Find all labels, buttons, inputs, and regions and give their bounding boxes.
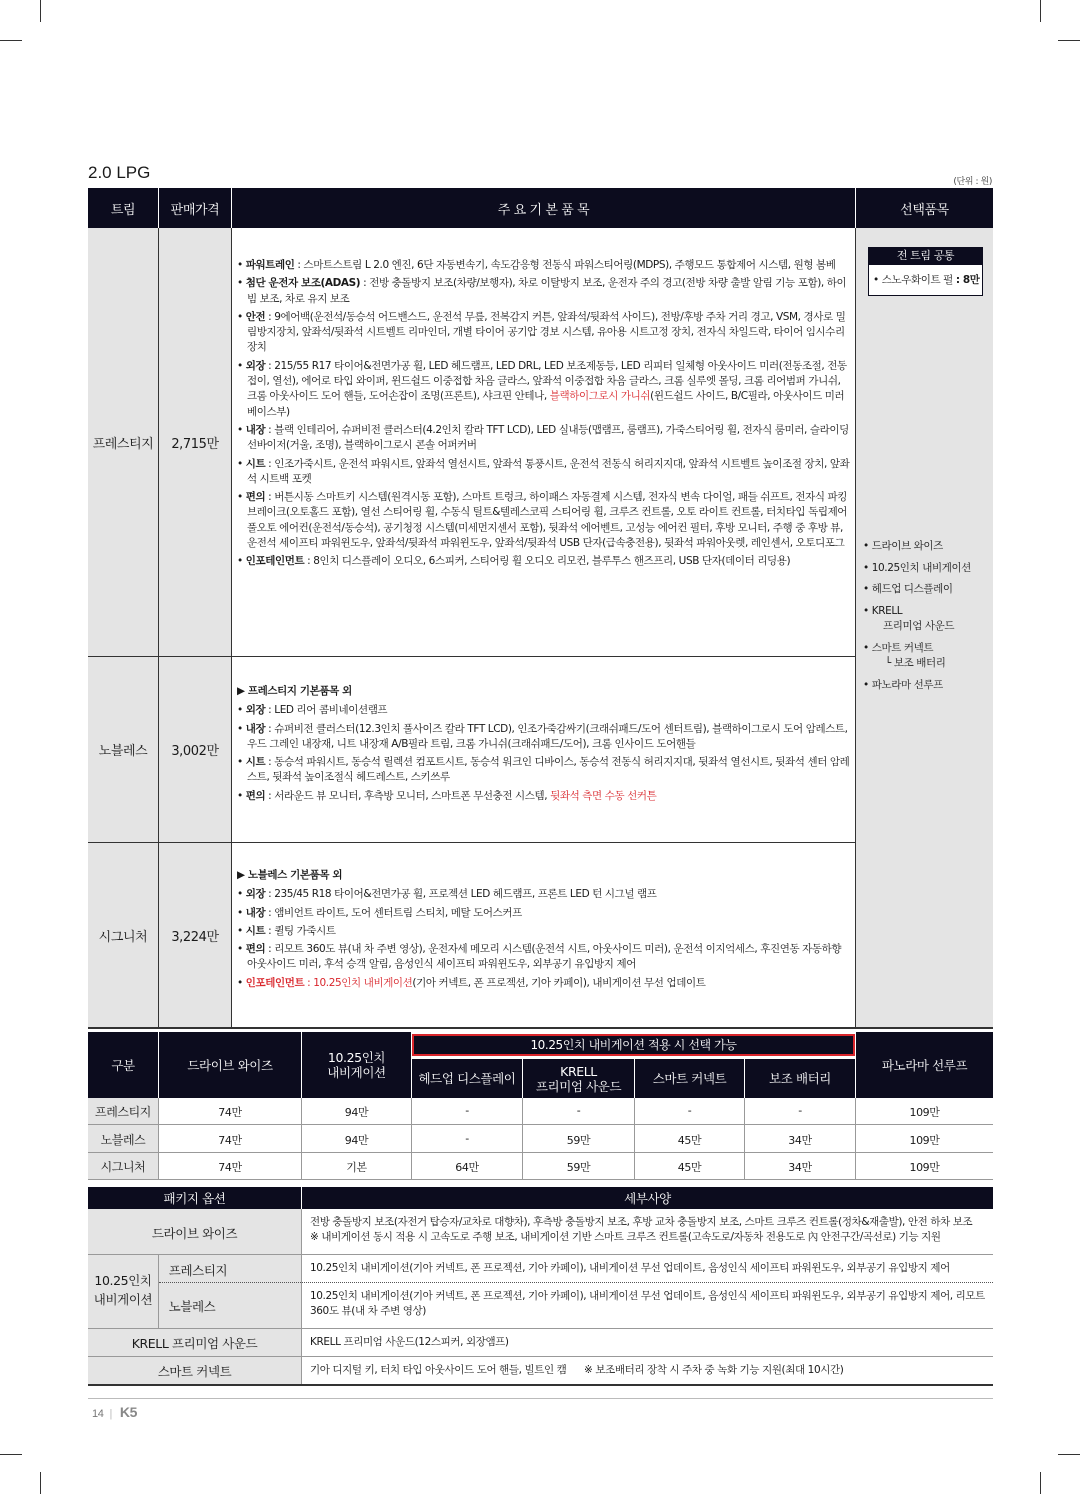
crop-mark	[0, 40, 22, 41]
spec-item: • 시트 : 동승석 파워시트, 동승석 릴렉션 컴포트시트, 동승석 워크인 디바이스, 동승석 전동식 허리지지대, 뒷좌석 열선시트, 뒷좌석 센터 암레스트, 뒷좌석 높이조절식 헤드레스트, 스키쓰루	[237, 756, 850, 784]
grid-line	[158, 228, 159, 1028]
pkg-drive-label: 드라이브 와이즈	[151, 1226, 238, 1241]
pt-cell: 34만	[788, 1134, 812, 1147]
pt-cell: 59만	[566, 1134, 591, 1147]
pt-cell: 34만	[788, 1161, 812, 1174]
pt-row-trim: 노블레스	[100, 1133, 146, 1147]
pt-cell: 74만	[218, 1161, 242, 1174]
pt-header-navi-note: 10.25인치 내비게이션 적용 시 선택 가능	[412, 1034, 855, 1056]
grid-line	[88, 842, 855, 843]
grid-line	[88, 1124, 993, 1125]
options-list	[863, 539, 988, 699]
footer: 14 | K5	[92, 1404, 138, 1420]
spec-item: • 시트 : 퀼팅 가죽시트	[237, 924, 336, 937]
grid-line	[88, 1254, 993, 1255]
pkg-navi-noblesse-label: 노블레스	[168, 1299, 216, 1314]
footer-rule	[88, 1398, 993, 1399]
pt-row-trim: 시그니처	[100, 1160, 146, 1174]
pt-cell: -	[798, 1104, 802, 1117]
pt-cell: -	[687, 1104, 692, 1117]
option-item: • 스마트 커넥트 └ 보조 배터리	[863, 641, 946, 669]
option-item: • KRELL 프리미엄 사운드	[863, 604, 955, 632]
spec-prestige	[237, 258, 852, 573]
pt-cell: 109만	[909, 1161, 940, 1174]
grid-line	[231, 228, 232, 1028]
pt-header-pano: 파노라마 선루프	[856, 1032, 993, 1098]
spec-signature	[237, 868, 852, 994]
pt-cell: 74만	[218, 1134, 242, 1147]
pt-header-drive: 드라이브 와이즈	[159, 1032, 301, 1098]
pkg-krell-label: KRELL 프리미엄 사운드	[131, 1336, 258, 1351]
trim-price-noblesse: 3,002만	[171, 744, 219, 759]
common-badge: 전 트림 공통	[868, 247, 983, 264]
trim-price-signature: 3,224만	[171, 930, 219, 945]
pkg-navi-noblesse-text: 10.25인치 내비게이션(기아 커넥트, 폰 프로젝션, 기아 카페이), 내비게이션 무선 업데이트, 음성인식 세이프티 파워윈도우, 외부공기 유입방지 제어, 리모트 360도 뷰(내 차 주변 영상)	[310, 1290, 985, 1317]
crop-mark	[1058, 40, 1080, 41]
grid-line-dotted	[159, 1282, 993, 1283]
pt-header-hud: 헤드업 디스플레이	[412, 1059, 522, 1098]
pkg-header-pkg: 패키지 옵션	[88, 1187, 301, 1209]
pkg-navi-label: 10.25인치 내비게이션	[93, 1273, 153, 1307]
spec-item: • 외장 : LED 리어 콤비네이션램프	[237, 704, 388, 717]
crop-mark	[1040, 0, 1041, 22]
spec-item: • 외장 : 215/55 R17 타이어&전면가공 휠, LED 헤드램프, LED DRL, LED 보조제동등, LED 리피터 일체형 아웃사이드 미러(전동조절, 전동접이, 열선), 에어로 타입 와이퍼, 윈드쉴드 이중접합 차음 글라스, 앞좌석 이중접합 차음 글라스, 크롬 실루엣 몰딩, 크롬 리어범퍼 가니쉬, 크롬 아웃사이드 도어 핸들, 도어손잡이 조명(프론트), 샤크핀 안테나, 블랙하이그로시 가니쉬(윈드쉴드 사이드, B/C필라, 아웃사이드 미러 베이스부)	[237, 359, 847, 418]
spec-item: • 외장 : 235/45 R18 타이어&전면가공 휠, 프로젝션 LED 헤드램프, 프론트 LED 턴 시그널 램프	[237, 888, 657, 901]
grid-line	[88, 1179, 993, 1180]
crop-mark	[40, 1472, 41, 1494]
spec-item: • 파워트레인 : 스마트스트림 L 2.0 엔진, 6단 자동변속기, 속도감응형 전동식 파워스티어링(MDPS), 주행모드 통합제어 시스템, 원형 봄베	[237, 259, 836, 271]
unit-note: (단위 : 원)	[953, 177, 992, 187]
spec-item: • 편의 : 서라운드 뷰 모니터, 후측방 모니터, 스마트폰 무선충전 시스템, 뒷좌석 측면 수동 선커튼	[237, 789, 657, 802]
pt-cell: 45만	[677, 1161, 702, 1174]
grid-line	[88, 1384, 993, 1386]
pt-header-navi: 10.25인치 내비게이션	[302, 1032, 411, 1098]
pt-cell: 94만	[344, 1134, 369, 1147]
spec-head: ▶ 노블레스 기본품목 외	[237, 869, 343, 881]
header-main: 주 요 기 본 품 목	[232, 188, 855, 228]
pt-cell: 74만	[218, 1106, 242, 1119]
pkg-drive-text: 전방 충돌방지 보조(자전거 탑승자/교차로 대향차), 후측방 충돌방지 보조, 후방 교차 충돌방지 보조, 스마트 크루즈 컨트롤(정차&재출발), 안전 하차 보조 ※ 내비게이션 동시 적용 시 고속도로 주행 보조, 내비게이션 기반 스마트 크루즈 컨트롤(고속도로/자동차 전용도로 內 안전구간/곡선로) 기능 지원	[310, 1216, 973, 1243]
header-price: 판매가격	[159, 188, 231, 228]
common-option: • 스노우화이트 펄 : 8만	[868, 264, 983, 296]
pkg-navi-prestige-text: 10.25인치 내비게이션(기아 커넥트, 폰 프로젝션, 기아 카페이), 내비게이션 무선 업데이트, 음성인식 세이프티 파워윈도우, 외부공기 유입방지 제어	[310, 1262, 950, 1274]
section-title: 2.0 LPG	[88, 163, 151, 182]
trim-name-noblesse: 노블레스	[98, 744, 148, 759]
spec-item: • 인포테인먼트 : 8인치 디스플레이 오디오, 6스피커, 스티어링 휠 오디오 리모컨, 블루투스 핸즈프리, USB 단자(데이터 리딩용)	[237, 555, 791, 568]
header-trim: 트림	[88, 188, 158, 228]
spec-item: • 내장 : 슈퍼비전 클러스터(12.3인치 풀사이즈 칼라 TFT LCD), 인조가죽감싸기(크래쉬패드/도어 센터트림), 블랙하이그로시 도어 암레스트, 우드 그레인 내장재, 니트 내장재 A/B필라 트림, 크롬 가니쉬(크래쉬패드/도어), 크롬 인사이드 도어핸들	[237, 722, 848, 750]
pt-cell: 109만	[909, 1134, 940, 1147]
grid-line	[88, 1152, 993, 1153]
trim-price-prestige: 2,715만	[171, 437, 219, 452]
pkg-krell-text: KRELL 프리미엄 사운드(12스피커, 외장앰프)	[310, 1336, 509, 1348]
spec-item: • 내장 : 블랙 인테리어, 슈퍼비전 클러스터(4.2인치 칼라 TFT LCD), LED 실내등(맵램프, 룸램프), 가죽스티어링 휠, 전자식 룸미러, 슬라이딩 선바이저(거울, 조명), 블랙하이그로시 콘솔 어퍼커버	[237, 423, 849, 452]
pt-header-group: 구분	[88, 1032, 158, 1098]
pt-cell: -	[576, 1104, 581, 1117]
pt-header-battery: 보조 배터리	[745, 1059, 855, 1098]
pt-cell: 94만	[344, 1106, 369, 1119]
option-item: • 드라이브 와이즈	[863, 540, 943, 552]
spec-item: • 내장 : 앰비언트 라이트, 도어 센터트림 스티치, 메탈 도어스커프	[237, 906, 522, 919]
pt-row-trim: 프레스티지	[95, 1105, 151, 1119]
pkg-smart-text: 기아 디지털 키, 터치 타입 아웃사이드 도어 핸들, 빌트인 캠 ※ 보조배터리 장착 시 주차 중 녹화 기능 지원(최대 10시간)	[310, 1364, 844, 1376]
pt-cell: 45만	[677, 1134, 702, 1147]
grid-line	[88, 1356, 993, 1357]
grid-line	[855, 228, 856, 1028]
crop-mark	[1058, 1454, 1080, 1455]
pt-cell: 109만	[909, 1106, 940, 1119]
spec-item: • 편의 : 리모트 360도 뷰(내 차 주변 영상), 운전자세 메모리 시스템(운전석 시트, 아웃사이드 미러), 운전석 이지억세스, 후진연동 자동하향 아웃사이드 미러, 후석 승객 알림, 음성인식 세이프티 파워윈도우, 외부공기 유입방지 제어	[237, 943, 842, 971]
spec-item: • 첨단 운전자 보조(ADAS) : 전방 충돌방지 보조(차량/보행자), 차로 이탈방지 보조, 운전자 주의 경고(전방 차량 출발 알림 기능 포함), 하이빔 보조, 차로 유지 보조	[237, 277, 847, 305]
spec-item: • 편의 : 버튼시동 스마트키 시스템(원격시동 포함), 스마트 트렁크, 하이패스 자동결제 시스템, 전자식 변속 다이얼, 패들 쉬프트, 전자식 파킹 브레이크(오토홀드 포함), 열선 스티어링 휠, 수동식 틸트&텔레스코픽 스티어링 휠, 크루즈 컨트롤, 오토 라이트 컨트롤, 터치타입 독립제어 풀오토 에어컨(운전석/동승석), 공기청정 시스템(미세먼지센서 포함), 뒷좌석 에어벤트, 고성능 에어컨 필터, 후방 모니터, 주행 중 후방 뷰, 운전석 세이프티 파워윈도우, 앞좌석/뒷좌석 파워윈도우, 앞좌석/뒷좌석 USB 단자(급속충전용), 뒷좌석 파워아웃렛, 레인센서, 오토디포그	[237, 491, 848, 550]
spec-item: • 시트 : 인조가죽시트, 운전석 파워시트, 앞좌석 열선시트, 앞좌석 통풍시트, 운전석 전동식 허리지지대, 앞좌석 시트벨트 높이조절 장치, 앞좌석 시트백 포켓	[237, 457, 850, 485]
header-options: 선택품목	[856, 188, 993, 228]
crop-mark	[40, 0, 41, 22]
pt-cell: -	[465, 1104, 469, 1117]
pt-header-krell: KRELL 프리미엄 사운드	[523, 1059, 634, 1098]
spec-noblesse	[237, 684, 852, 807]
pt-header-smart: 스마트 커넥트	[635, 1059, 744, 1098]
trim-name-prestige: 프레스티지	[92, 437, 154, 452]
grid-line	[88, 656, 855, 657]
pt-cell: 59만	[566, 1161, 591, 1174]
trim-name-signature: 시그니처	[98, 930, 148, 945]
grid-line	[88, 1027, 993, 1029]
pkg-header-detail: 세부사양	[302, 1187, 993, 1209]
pt-cell: -	[465, 1132, 469, 1145]
spec-item: • 인포테인먼트 : 10.25인치 내비게이션(기아 커넥트, 폰 프로젝션, 기아 카페이), 내비게이션 무선 업데이트	[237, 976, 706, 989]
pkg-navi-prestige-label: 프레스티지	[168, 1263, 228, 1278]
spec-item: • 안전 : 9에어백(운전석/동승석 어드밴스드, 운전석 무릎, 전복감지 커튼, 앞좌석/뒷좌석 사이드), 전방/후방 주차 거리 경고, VSM, 경사로 밀림방지장치, 앞좌석/뒷좌석 시트벨트 리마인더, 개별 타이어 공기압 경보 시스템, 유아용 시트고정 장치, 전자식 차일드락, 타이어 임시수리 장치	[237, 310, 846, 354]
option-item: • 파노라마 선루프	[863, 678, 943, 691]
crop-mark	[1040, 1472, 1041, 1494]
trim-col-bg	[88, 228, 231, 1028]
pt-cell: 64만	[455, 1161, 479, 1174]
spec-head: ▶ 프레스티지 기본품목 외	[237, 685, 352, 697]
pt-cell: 기본	[346, 1161, 367, 1174]
grid-line	[301, 1209, 302, 1385]
grid-line	[88, 1328, 993, 1329]
crop-mark	[0, 1454, 22, 1455]
option-item: • 10.25인치 내비게이션	[863, 561, 971, 574]
option-item: • 헤드업 디스플레이	[863, 583, 953, 595]
pkg-smart-label: 스마트 커넥트	[157, 1364, 232, 1379]
